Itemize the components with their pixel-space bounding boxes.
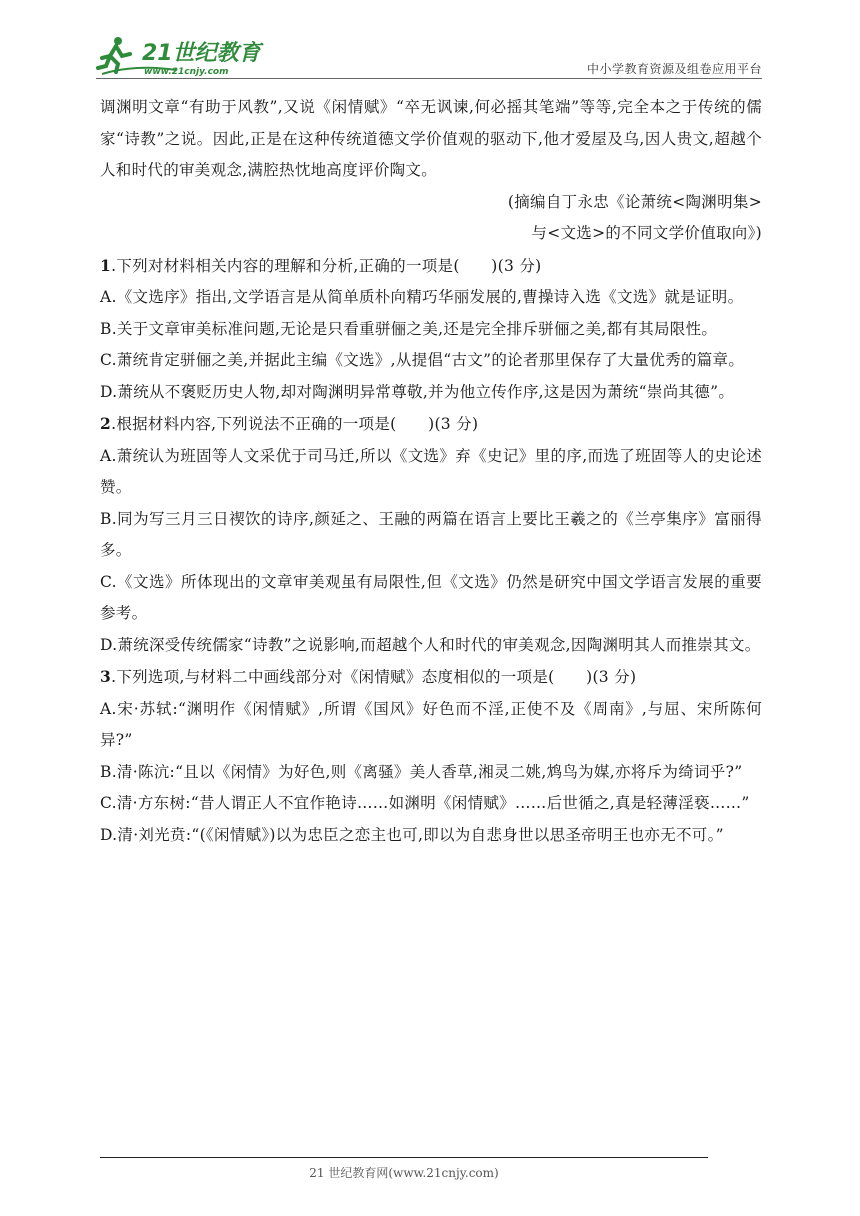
footer-divider — [100, 1157, 708, 1158]
platform-name: 中小学教育资源及组卷应用平台 — [586, 62, 762, 76]
question-1-option-a: A.《文选序》指出,文学语言是从简单质朴向精巧华丽发展的,曹操诗入选《文选》就是证明。 — [100, 288, 744, 306]
question-number: 2 — [100, 414, 112, 433]
logo-text: 21世纪教育 — [142, 41, 261, 66]
question-number: 1 — [100, 255, 112, 275]
question-text: .根据材料内容,下列说法不正确的一项是( )(3 分) — [111, 415, 479, 433]
question-text: .下列选项,与材料二中画线部分对《闲情赋》态度相似的一项是( )(3 分) — [111, 668, 637, 686]
source-citation-line1: (摘编自丁永忠《论萧统<陶渊明集> — [507, 192, 762, 211]
question-3-option-c: C.清·方东树:“昔人谓正人不宜作艳诗……如渊明《闲情赋》……后世循之,真是轻薄淫亵……” — [100, 794, 750, 812]
site-logo[interactable] — [96, 34, 266, 78]
page-footer[interactable]: 21 世纪教育网(www.21cnjy.com) — [309, 1166, 499, 1180]
question-2-option-c: C.《文选》所体现出的文章审美观虽有局限性,但《文选》仍然是研究中国文学语言发展的重要参考。 — [100, 572, 762, 622]
question-3-stem — [100, 661, 762, 694]
logo-url-text: www.21cnjy.com — [144, 67, 229, 77]
runner-logo-icon — [96, 34, 266, 78]
question-3-option-a: A.宋·苏轼:“渊明作《闲情赋》,所谓《国风》好色而不淫,正使不及《周南》,与屈、宋所陈何异?” — [100, 699, 762, 749]
page-header — [96, 34, 762, 80]
question-text: .下列对材料相关内容的理解和分析,正确的一项是( )(3 分) — [111, 256, 542, 275]
document-body — [100, 92, 762, 851]
question-2-option-a: A.萧统认为班固等人文采优于司马迁,所以《文选》弃《史记》里的序,而选了班固等人的史论述赞。 — [100, 446, 762, 496]
question-3-option-d: D.清·刘光贲:“(《闲情赋》)以为忠臣之恋主也可,即以为自悲身世以思圣帝明王也亦无不可。” — [100, 825, 724, 844]
question-2-option-b: B.同为写三月三日禊饮的诗序,颜延之、王融的两篇在语言上要比王羲之的《兰亭集序》富丽得多。 — [100, 509, 762, 559]
intro-paragraph: 调渊明文章“有助于风教”,又说《闲情赋》“卒无讽谏,何必摇其笔端”等等,完全本之于传统的儒家“诗教”之说。因此,正是在这种传统道德文学价值观的驱动下,他才爱屋及乌,因人贵文,超越个人和时代的审美观念,满腔热忱地高度评价陶文。 — [100, 98, 762, 179]
question-3-option-b: B.清·陈沆:“且以《闲情》为好色,则《离骚》美人香草,湘灵二姚,鸩鸟为媒,亦将斥为绮词乎?” — [100, 762, 743, 781]
source-citation-line2: 与<文选>的不同文学价值取向》) — [531, 224, 762, 242]
question-2-stem — [100, 408, 762, 441]
question-1-option-c: C.萧统肯定骈俪之美,并据此主编《文选》,从提倡“古文”的论者那里保存了大量优秀的篇章。 — [100, 351, 745, 369]
question-number: 3 — [100, 667, 112, 686]
header-divider — [96, 78, 762, 79]
question-1-stem — [100, 250, 762, 283]
question-2-option-d: D.萧统深受传统儒家“诗教”之说影响,而超越个人和时代的审美观念,因陶渊明其人而推崇其文。 — [100, 635, 761, 654]
question-1-option-b: B.关于文章审美标准问题,无论是只看重骈俪之美,还是完全排斥骈俪之美,都有其局限性。 — [100, 319, 718, 338]
question-1-option-d: D.萧统从不褒贬历史人物,却对陶渊明异常尊敬,并为他立传作序,这是因为萧统“崇尚其德”。 — [100, 382, 735, 401]
